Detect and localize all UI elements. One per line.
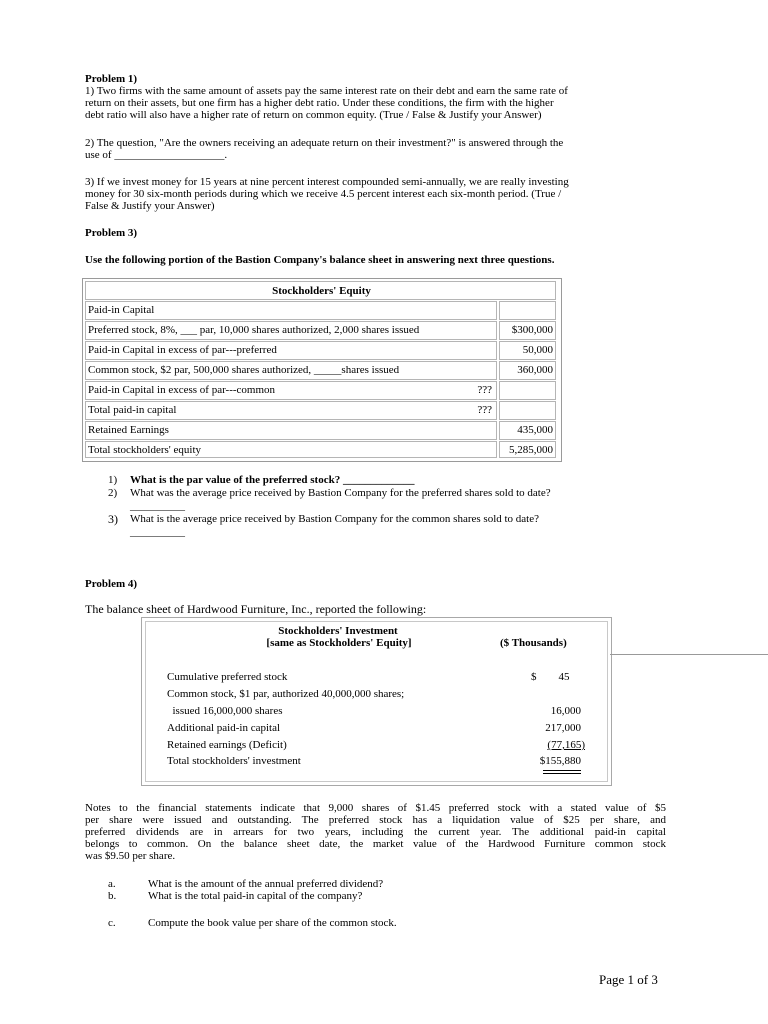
bastion-table-title: Stockholders' Equity [85, 281, 556, 300]
problem3-intro: Use the following portion of the Bastion Company's balance sheet in answering next three questions. [85, 254, 555, 266]
answer-blank: __________ [130, 500, 185, 512]
table-row-value: 16,000 [550, 705, 581, 717]
table-row-label [85, 381, 497, 400]
hardwood-title-1: Stockholders' Investment [278, 625, 398, 637]
notes-line-5: was $9.50 per share. [85, 850, 176, 862]
question-letter: a. [108, 878, 116, 890]
table-row-value [499, 401, 556, 420]
table-row-value: 50,000 [499, 341, 556, 360]
table-row-label: Common stock, $1 par, authorized 40,000,000 shares; [167, 688, 405, 700]
notes-line-2: per share were issued and outstanding. The preferred stock has a liquidation value of $25 per share, and [85, 814, 666, 826]
table-row-label: issued 16,000,000 shares [167, 705, 283, 717]
question-text: What is the average price received by Bastion Company for the common shares sold to date? [130, 513, 540, 525]
q1-line-2: return on their assets, but one firm has a higher debt ratio. Under these conditions, the firm with the higher [85, 97, 554, 109]
unknown-marker: ??? [477, 384, 492, 396]
q2-line-1: 2) The question, "Are the owners receiving an adequate return on their investment?" is answered through the [85, 137, 564, 149]
hardwood-title-2: [same as Stockholders' Equity] [266, 637, 412, 649]
question-number: 2) [108, 487, 118, 499]
row-label-text: Total paid-in capital [88, 404, 177, 416]
table-row-label: Paid-in Capital in excess of par---preferred [85, 341, 497, 360]
q3-line-3: False & Justify your Answer) [85, 200, 215, 212]
table-row-value [499, 381, 556, 400]
table-row-value [499, 301, 556, 320]
table-row-label: Total stockholders' equity [85, 441, 497, 458]
q2-line-2: use of ____________________. [85, 149, 228, 161]
table-row-value: $155,880 [539, 755, 581, 767]
q3-line-2: money for 30 six-month periods during which we receive 4.5 percent interest each six-month period. (True / [85, 188, 562, 200]
table-row-value: (77,165) [547, 739, 585, 751]
table-row-label: Cumulative preferred stock [167, 671, 288, 683]
notes-line-4: belongs to common. On the balance sheet date, the market value of the Hardwood Furniture common stock [85, 838, 666, 850]
table-row-label: Common stock, $2 par, 500,000 shares authorized, _____shares issued [85, 361, 497, 380]
table-row-label: Total stockholders' investment [167, 755, 301, 767]
notes-line-1: Notes to the financial statements indicate that 9,000 shares of $1.45 preferred stock with a stated value of $5 [85, 802, 666, 814]
problem4-intro: The balance sheet of Hardwood Furniture, Inc., reported the following: [85, 602, 427, 616]
problem4-heading: Problem 4) [85, 578, 138, 590]
problem1-heading: Problem 1) [85, 73, 138, 85]
divider-line [610, 654, 768, 655]
table-row-label: Additional paid-in capital [167, 722, 281, 734]
question-letter: c. [108, 917, 116, 929]
question-text: Compute the book value per share of the common stock. [148, 917, 397, 929]
notes-line-3: preferred dividends are in arrears for two years, including the current year. The additional paid-in capital [85, 826, 666, 838]
table-row-label: Retained earnings (Deficit) [167, 739, 287, 751]
table-row-label [85, 401, 497, 420]
table-row-label: Preferred stock, 8%, ___ par, 10,000 shares authorized, 2,000 shares issued [85, 321, 497, 340]
question-text: What is the par value of the preferred stock? _____________ [130, 474, 415, 486]
question-letter: b. [108, 890, 117, 902]
table-row-label: Paid-in Capital [85, 301, 497, 320]
question-number: 1) [108, 474, 118, 486]
double-underline [543, 770, 581, 774]
table-row-value: $300,000 [499, 321, 556, 340]
table-row-value: 217,000 [545, 722, 581, 734]
q1-line-3: debt ratio will also have a higher rate of return on common equity. (True / False & Justify your Answer) [85, 109, 542, 121]
problem3-heading: Problem 3) [85, 227, 138, 239]
q1-line-1: 1) Two firms with the same amount of assets pay the same interest rate on their debt and earn the same rate of [85, 85, 568, 97]
answer-blank: __________ [130, 526, 185, 538]
table-row-value: 360,000 [499, 361, 556, 380]
question-text: What is the total paid-in capital of the company? [148, 890, 363, 902]
q3-line-1: 3) If we invest money for 15 years at nine percent interest compounded semi-annually, we are really investing [85, 176, 569, 188]
question-number: 3) [108, 512, 118, 526]
table-row-value: 5,285,000 [499, 441, 556, 458]
question-text: What is the amount of the annual preferred dividend? [148, 878, 384, 890]
question-text: What was the average price received by Bastion Company for the preferred shares sold to date? [130, 487, 551, 499]
hardwood-col-header: ($ Thousands) [500, 637, 567, 649]
table-row-label: Retained Earnings [85, 421, 497, 440]
table-row-value: 435,000 [499, 421, 556, 440]
row-label-text: Paid-in Capital in excess of par---common [88, 384, 276, 396]
page-number: Page 1 of 3 [599, 972, 658, 987]
unknown-marker: ??? [477, 404, 492, 416]
table-row-value: $ 45 [531, 671, 570, 683]
